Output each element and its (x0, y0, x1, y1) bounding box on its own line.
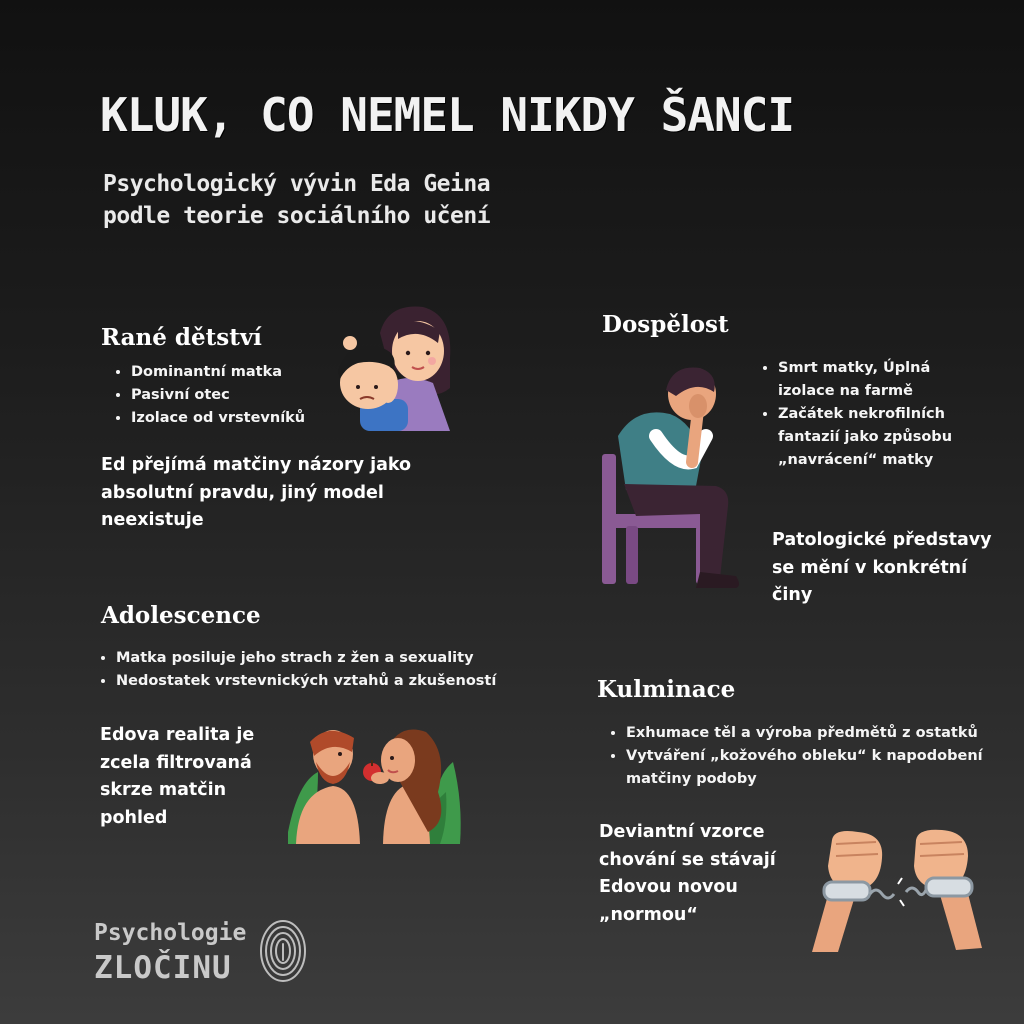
bullet-list (96, 647, 561, 693)
list-item: • Nedostatek vrstevnických vztahů a zkušeností (116, 670, 561, 693)
section-heading-kulminace: Kulminace (597, 676, 736, 703)
bullet-list-dospelost (762, 357, 988, 472)
logo-line-1: Psychologie (94, 920, 247, 946)
subtitle-line-2: podle teorie sociálního učení (103, 203, 491, 229)
list-item: • Matka posiluje jeho strach z žen a sexuality (116, 647, 561, 670)
logo-line-2: ZLOČINU (94, 950, 232, 986)
list-item: • Exhumace těl a výroba předmětů z ostatků (626, 722, 1024, 745)
bullet-list-kulminace (608, 722, 1024, 791)
section-text-kulminace: Deviantní vzorce chování se stávají Edovou novou „normou“ (599, 822, 776, 925)
adam-eve-illustration (288, 722, 463, 844)
handcuffs-illustration (810, 826, 985, 952)
section-text: Edova realita je zcela filtrovaná skrze matčin pohled (100, 725, 255, 828)
list-item: • Vytváření „kožového obleku“ k napodobení matčiny podoby (626, 745, 1024, 791)
section-text: Ed přejímá matčiny názory jako absolutní pravdu, jiný model neexistuje (101, 455, 412, 530)
section-heading-dospelost: Dospělost (602, 311, 729, 338)
list-item: • Začátek nekrofilních fantazií jako způsobu „navrácení“ matky (778, 403, 988, 472)
section-heading: Adolescence (101, 602, 261, 629)
section-heading: Rané dětství (101, 324, 262, 351)
list-item: • Dominantní matka (131, 361, 421, 384)
page-title: KLUK, CO NEMEL NIKDY ŠANCI (100, 88, 795, 142)
page-subtitle (103, 168, 623, 232)
sad-man-chair-illustration (596, 366, 746, 588)
subtitle-line-1: Psychologický vývin Eda Geina (103, 171, 491, 197)
fingerprint-icon (258, 918, 308, 984)
list-item: • Pasivní otec (131, 384, 421, 407)
list-item: • Smrt matky, Úplná izolace na farmě (778, 357, 988, 403)
list-item: • Izolace od vrstevníků (131, 407, 421, 430)
mother-child-illustration (328, 303, 456, 433)
section-text-dospelost: Patologické představy se mění v konkrétní činy (772, 530, 992, 605)
section-adolescence (101, 602, 561, 693)
